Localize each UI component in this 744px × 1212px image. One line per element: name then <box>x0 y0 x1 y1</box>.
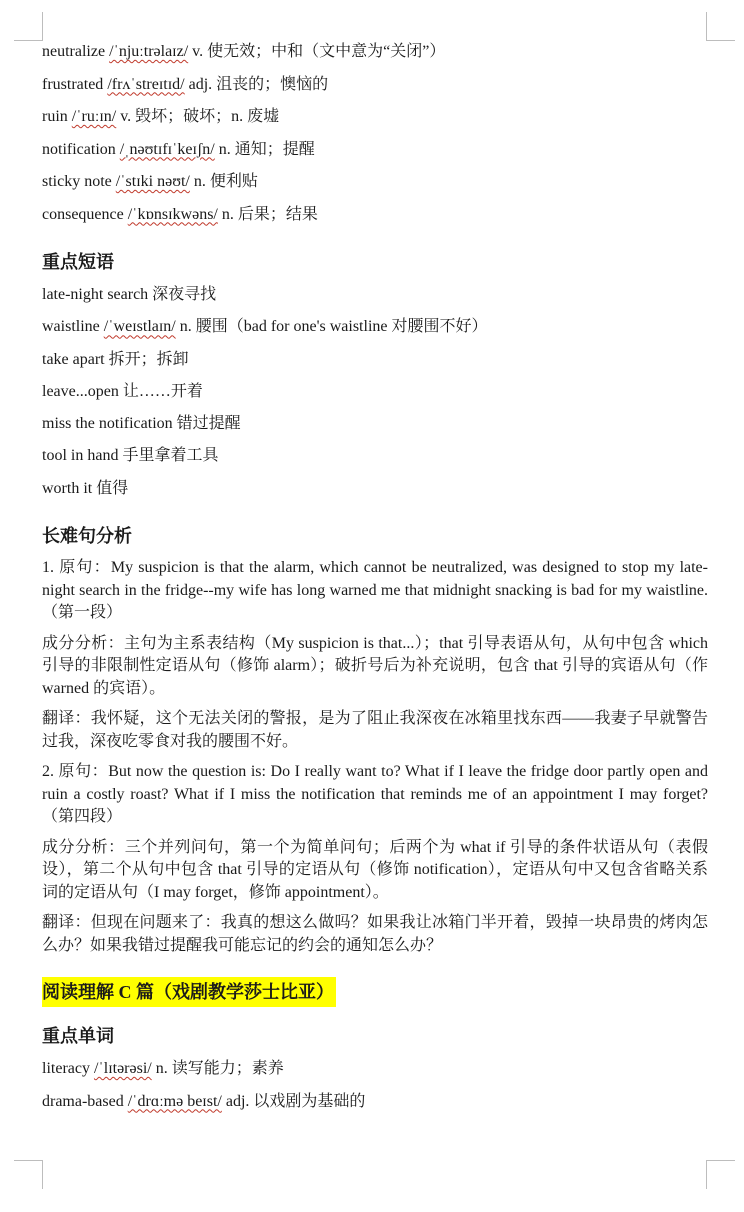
phrase-text: take apart 拆开；拆卸 <box>42 350 189 368</box>
phrase-text: leave...open 让……开着 <box>42 382 203 400</box>
phrase-text: late-night search 深夜寻找 <box>42 286 217 303</box>
crop-mark-bottom-left <box>14 1160 43 1189</box>
vocab-definition: v. 使无效；中和（文中意为“关闭”） <box>192 43 446 60</box>
words-list <box>42 1057 708 1122</box>
vocab-definition: n. 后果；结果 <box>221 205 318 223</box>
vocab-entry <box>42 138 708 171</box>
phrase-entry <box>42 380 708 412</box>
phrase-text: waistline <box>42 318 104 336</box>
vocab-word: notification <box>42 140 116 158</box>
vocab-word: frustrated <box>42 75 104 93</box>
vocab-phonetic: /ˈnjuːtrəlaɪz/ <box>109 43 189 60</box>
vocab-entry <box>42 73 708 106</box>
vocab-word: drama-based <box>42 1092 124 1110</box>
sentence-translation: 翻译：我怀疑，这个无法关闭的警报，是为了阻止我深夜在冰箱里找东西——我妻子早就警告过我，深夜吃零食对我的腰围不好。 <box>42 710 708 750</box>
vocab-definition: n. 读写能力；素养 <box>155 1060 284 1078</box>
crop-mark-top-right <box>706 12 735 41</box>
vocab-phonetic: /ˈruːɪn/ <box>71 108 117 125</box>
section-title: 阅读理解 C 篇（戏剧教学莎士比亚） <box>42 977 336 1007</box>
phrase-text: miss the notification 错过提醒 <box>42 415 241 433</box>
vocab-word: ruin <box>42 108 68 125</box>
sentence-original: 2. 原句：But now the question is: Do I really want to? What if I leave the fridge door partly open and ruin a costly roast? What if I miss the notification that reminds me of an appointment I may forget?（第四段） <box>42 763 708 826</box>
vocab-phonetic: /ˌnəʊtɪfɪˈkeɪʃn/ <box>119 140 215 158</box>
sentence-analysis: 成分分析：三个并列问句，第一个为简单问句；后两个为 what if 引导的条件状语从句（表假设），第二个从句中包含 that 引导的定语从句（修饰 notification），定语从句中又包含省略关系词的定语从句（I may forget，修饰 appointment）。 <box>42 838 708 901</box>
crop-mark-top-left <box>14 12 43 41</box>
phrase-text: worth it 值得 <box>42 479 129 497</box>
vocab-entry <box>42 1057 708 1090</box>
phrase-entry <box>42 348 708 380</box>
phrase-entry <box>42 283 708 315</box>
sentences-heading: 长难句分析 <box>42 526 132 547</box>
vocab-entry <box>42 40 708 73</box>
phrase-entry <box>42 444 708 476</box>
phrase-entry <box>42 412 708 444</box>
vocab-definition: adj. 沮丧的；懊恼的 <box>188 75 329 93</box>
vocab-phonetic: /ˈkɒnsɪkwəns/ <box>127 205 218 223</box>
words-heading: 重点单词 <box>42 1026 114 1047</box>
vocab-entry <box>42 1090 708 1123</box>
vocab-entry <box>42 170 708 203</box>
phrase-entry <box>42 315 708 347</box>
phrase-phonetic: /ˈweɪstlaɪn/ <box>103 318 176 336</box>
section-title-container <box>42 977 708 1007</box>
vocab-word: sticky note <box>42 173 112 190</box>
vocab-phonetic: /frʌˈstreɪtɪd/ <box>107 75 185 93</box>
vocab-list <box>42 40 708 235</box>
phrase-definition: n. 腰围（bad for one's waistline 对腰围不好） <box>175 318 488 336</box>
phrase-text: tool in hand 手里拿着工具 <box>42 447 219 465</box>
vocab-word: literacy <box>42 1060 90 1078</box>
phrases-heading: 重点短语 <box>42 252 114 272</box>
phrases-list <box>42 283 708 509</box>
vocab-phonetic: /ˈdrɑːmə beɪst/ <box>127 1092 222 1110</box>
vocab-phonetic: /ˈstɪki nəʊt/ <box>115 173 190 190</box>
vocab-definition: adj. 以戏剧为基础的 <box>225 1092 366 1110</box>
vocab-definition: n. 通知；提醒 <box>218 140 315 158</box>
vocab-entry <box>42 105 708 138</box>
vocab-phonetic: /ˈlɪtərəsi/ <box>93 1060 152 1078</box>
vocab-word: neutralize <box>42 43 106 60</box>
vocab-entry <box>42 203 708 236</box>
sentences-section <box>42 557 708 957</box>
document-page <box>42 40 708 1122</box>
vocab-definition: n. 便利贴 <box>193 173 258 190</box>
phrase-entry <box>42 477 708 509</box>
crop-mark-bottom-right <box>706 1160 735 1189</box>
vocab-word: consequence <box>42 205 124 223</box>
sentence-analysis: 成分分析：主句为主系表结构（My suspicion is that...）；that 引导表语从句，从句中包含 which 引导的非限制性定语从句（修饰 alarm）；破折号后为补充说明，包含 that 引导的宾语从句（作 warned 的宾语）。 <box>42 634 708 697</box>
sentence-original: 1. 原句：My suspicion is that the alarm, which cannot be neutralized, was designed to stop my late-night search in the fridge--my wife has long warned me that midnight snacking is bad for my waistline.（第一段） <box>42 559 708 622</box>
vocab-definition: v. 毁坏；破坏；n. 废墟 <box>120 108 280 125</box>
sentence-translation: 翻译：但现在问题来了：我真的想这么做吗？如果我让冰箱门半开着，毁掉一块昂贵的烤肉怎么办？如果我错过提醒我可能忘记的约会的通知怎么办？ <box>42 914 708 954</box>
